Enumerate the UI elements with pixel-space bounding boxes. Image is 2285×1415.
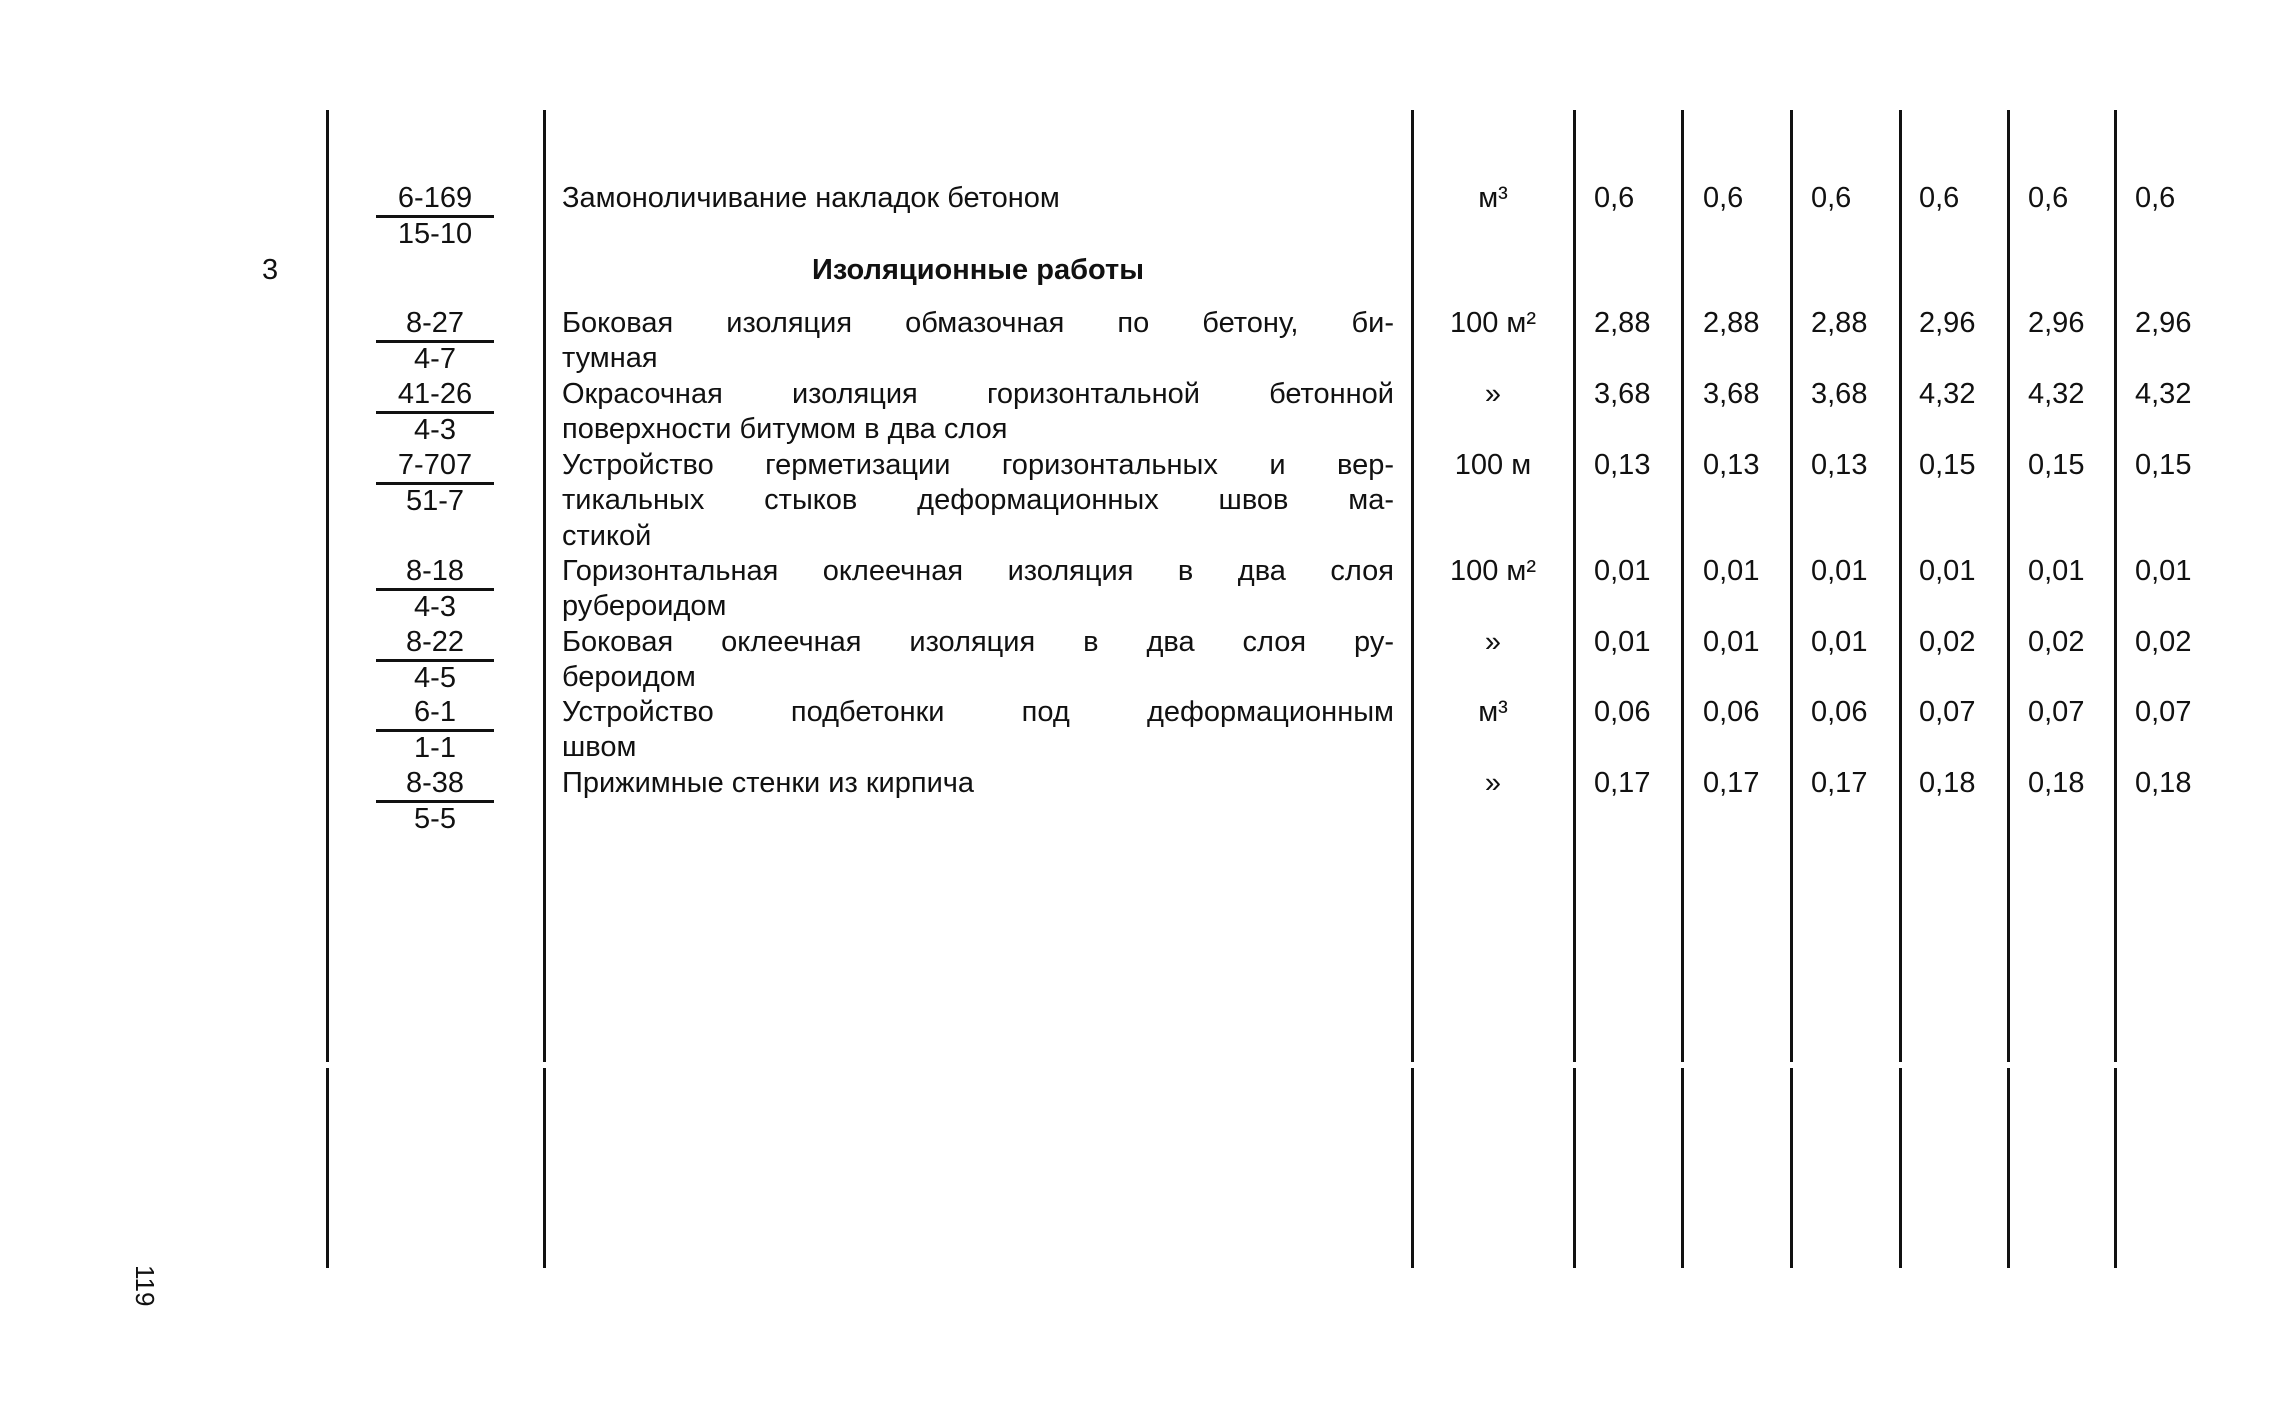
quantity-value: 0,13 (1811, 449, 1868, 481)
column-rule (1411, 110, 1414, 1062)
quantity-value: 0,02 (1919, 626, 1976, 658)
quantity-value: 2,96 (2028, 307, 2085, 339)
quantity-value: 0,01 (1703, 555, 1760, 587)
quantity-value: 2,88 (1703, 307, 1760, 339)
description-line: Устройство герметизации горизонтальных и вер- (562, 449, 1394, 481)
column-rule (1899, 1068, 1902, 1268)
work-description (562, 766, 1394, 801)
code-numerator: 7-707 (376, 449, 494, 485)
code-numerator: 8-18 (376, 555, 494, 591)
work-description (562, 695, 1394, 766)
work-description (562, 554, 1394, 625)
column-rule (1681, 110, 1684, 1062)
unit: м³ (1478, 696, 1508, 728)
quantity-value: 0,01 (1594, 555, 1651, 587)
quantity-value: 0,01 (1919, 555, 1976, 587)
code-numerator: 8-22 (376, 626, 494, 662)
column-rule (1790, 110, 1793, 1062)
quantity-value: 0,6 (1919, 182, 1960, 214)
quantity-value: 0,01 (1594, 626, 1651, 658)
norm-code (370, 449, 500, 518)
column-rule (2114, 110, 2117, 1062)
quantity-value: 0,06 (1811, 696, 1868, 728)
column-rule (2007, 110, 2010, 1062)
section-number: 3 (262, 254, 279, 286)
work-description (562, 625, 1394, 696)
code-numerator: 8-27 (376, 307, 494, 343)
quantity-value: 0,06 (1703, 696, 1760, 728)
quantity-value: 2,96 (2135, 307, 2192, 339)
quantity-value: 0,17 (1703, 767, 1760, 799)
quantity-value: 0,07 (2135, 696, 2192, 728)
code-denominator: 5-5 (414, 803, 456, 835)
quantity-value: 3,68 (1594, 378, 1651, 410)
norm-code (370, 767, 500, 836)
work-description (562, 306, 1394, 377)
column-rule (1790, 1068, 1793, 1268)
quantity-value: 0,18 (2135, 767, 2192, 799)
quantity-value: 0,01 (1811, 555, 1868, 587)
quantity-value: 0,15 (2135, 449, 2192, 481)
description-line: Устройство подбетонки под деформационным (562, 696, 1394, 728)
quantity-value: 2,88 (1811, 307, 1868, 339)
quantity-value: 0,6 (1703, 182, 1744, 214)
code-denominator: 15-10 (397, 218, 473, 250)
work-description (562, 448, 1394, 554)
column-rule (326, 1068, 329, 1268)
code-denominator: 4-3 (414, 414, 456, 446)
code-denominator: 51-7 (405, 485, 465, 517)
code-denominator: 4-7 (414, 343, 456, 375)
code-denominator: 1-1 (414, 732, 456, 764)
column-rule (2007, 1068, 2010, 1268)
code-numerator: 41-26 (376, 378, 494, 414)
column-rule (326, 110, 329, 1062)
quantity-value: 0,06 (1594, 696, 1651, 728)
column-rule (1411, 1068, 1414, 1268)
quantity-value: 0,15 (1919, 449, 1976, 481)
unit: » (1484, 767, 1502, 799)
description-line: Окрасочная изоляция горизонтальной бетонной (562, 378, 1394, 410)
quantity-value: 0,01 (2028, 555, 2085, 587)
quantity-value: 2,96 (1919, 307, 1976, 339)
quantity-value: 0,01 (1811, 626, 1868, 658)
quantity-value: 0,6 (2135, 182, 2176, 214)
description-line: тумная (562, 342, 658, 375)
code-numerator: 6-169 (376, 182, 494, 218)
norm-code (370, 378, 500, 447)
quantity-value: 0,17 (1811, 767, 1868, 799)
section-title: Изоляционные работы (812, 254, 1144, 286)
unit: 100 м² (1449, 307, 1537, 339)
quantity-value: 0,02 (2028, 626, 2085, 658)
code-denominator: 4-3 (414, 591, 456, 623)
quantity-value: 4,32 (2135, 378, 2192, 410)
column-rule (543, 1068, 546, 1268)
quantity-value: 0,6 (2028, 182, 2069, 214)
description-line: тикальных стыков деформационных швов ма- (562, 484, 1394, 517)
code-numerator: 6-1 (376, 696, 494, 732)
quantity-value: 2,88 (1594, 307, 1651, 339)
work-description (562, 377, 1394, 448)
quantity-value: 0,13 (1594, 449, 1651, 481)
page-number: 119 (130, 1265, 160, 1307)
unit: 100 м (1454, 449, 1532, 481)
quantity-value: 0,6 (1594, 182, 1635, 214)
code-denominator: 4-5 (414, 662, 456, 694)
column-rule (1573, 1068, 1576, 1268)
quantity-value: 3,68 (1703, 378, 1760, 410)
quantity-value: 0,02 (2135, 626, 2192, 658)
norm-code (370, 182, 500, 251)
column-rule (2114, 1068, 2117, 1268)
description-line: Горизонтальная оклеечная изоляция в два слоя (562, 555, 1394, 587)
quantity-value: 0,15 (2028, 449, 2085, 481)
norm-code (370, 626, 500, 695)
work-description (562, 181, 1394, 216)
quantity-value: 0,17 (1594, 767, 1651, 799)
quantity-value: 0,07 (2028, 696, 2085, 728)
norm-code (370, 555, 500, 624)
description-line: Боковая изоляция обмазочная по бетону, би- (562, 307, 1394, 339)
quantity-value: 0,01 (2135, 555, 2192, 587)
quantity-value: 0,13 (1703, 449, 1760, 481)
unit: 100 м² (1449, 555, 1537, 587)
norm-code (370, 307, 500, 376)
unit: м³ (1478, 182, 1508, 214)
description-line: Замоноличивание накладок бетоном (562, 182, 1060, 214)
quantity-value: 4,32 (2028, 378, 2085, 410)
unit: » (1484, 626, 1502, 658)
code-numerator: 8-38 (376, 767, 494, 803)
description-line: Боковая оклеечная изоляция в два слоя ру- (562, 626, 1394, 658)
column-rule (543, 110, 546, 1062)
description-line: Прижимные стенки из кирпича (562, 767, 975, 799)
quantity-value: 0,01 (1703, 626, 1760, 658)
column-rule (1681, 1068, 1684, 1268)
description-line: швом (562, 731, 637, 764)
description-line: бероидом (562, 661, 696, 694)
norm-code (370, 696, 500, 765)
unit: » (1484, 378, 1502, 410)
quantity-value: 3,68 (1811, 378, 1868, 410)
column-rule (1573, 110, 1576, 1062)
description-line: поверхности битумом в два слоя (562, 413, 1008, 446)
column-rule (1899, 110, 1902, 1062)
quantity-value: 0,18 (2028, 767, 2085, 799)
quantity-value: 0,18 (1919, 767, 1976, 799)
quantity-value: 0,07 (1919, 696, 1976, 728)
quantity-value: 4,32 (1919, 378, 1976, 410)
description-line: стикой (562, 519, 652, 552)
description-line: рубероидом (562, 590, 727, 623)
quantity-value: 0,6 (1811, 182, 1852, 214)
